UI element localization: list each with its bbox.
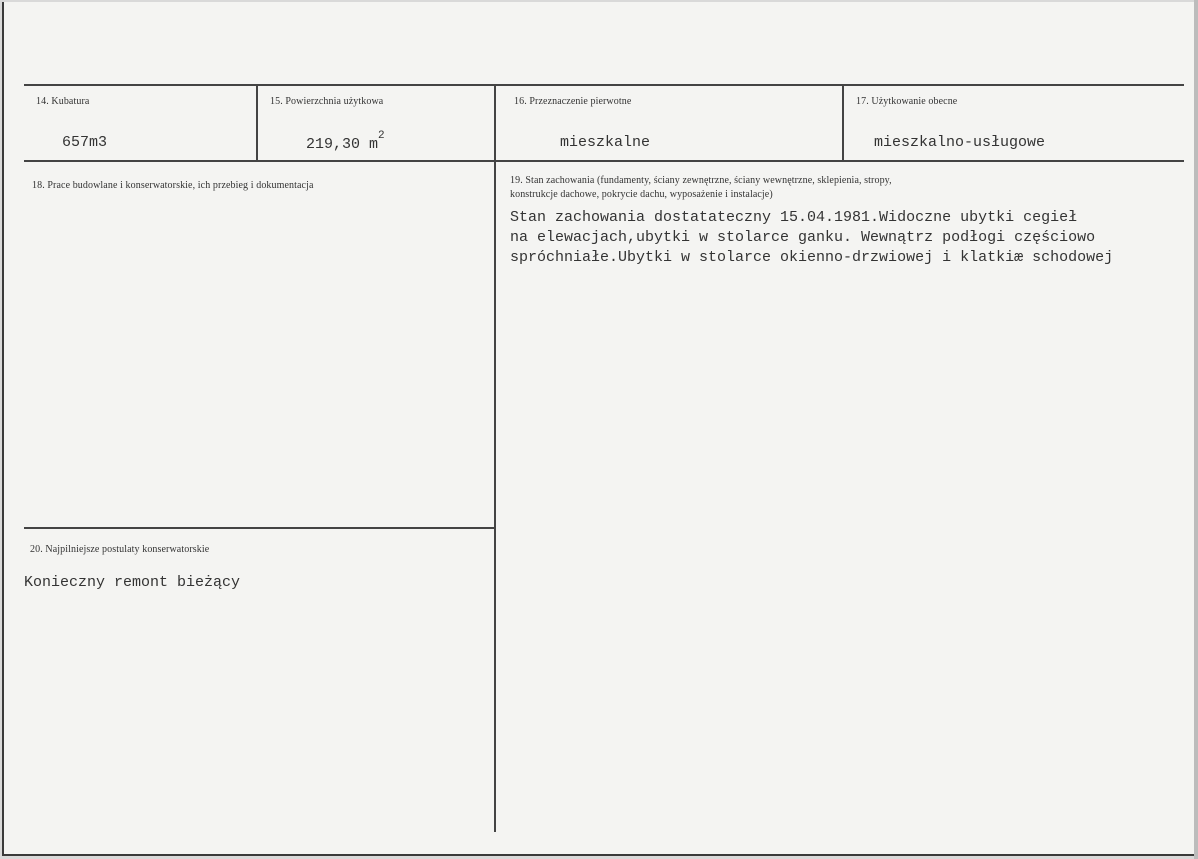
field-19-text xyxy=(510,208,1113,268)
col-divider-main xyxy=(494,86,496,832)
field-19-label-line1: 19. Stan zachowania (fundamenty, ściany zewnętrzne, ściany wewnętrzne, sklepienia, stropy, xyxy=(510,175,892,186)
field-20-value: Konieczny remont bieżący xyxy=(24,574,241,591)
scan-edge xyxy=(1194,0,1198,859)
field-15-label: 15. Powierzchnia użytkowa xyxy=(270,96,384,107)
field-14-value: 657m3 xyxy=(62,134,108,151)
col-divider-14-15 xyxy=(256,86,258,162)
section18-bottom-rule xyxy=(24,527,494,529)
record-card xyxy=(2,2,1194,856)
field-14-label: 14. Kubatura xyxy=(36,96,90,107)
field-19-label xyxy=(510,174,1190,202)
field-17-label: 17. Użytkowanie obecne xyxy=(856,96,958,107)
field-19-label-line2: konstrukcje dachowe, pokrycie dachu, wyposażenie i instalacje) xyxy=(510,189,773,200)
field-17-value: mieszkalno-usługowe xyxy=(874,134,1046,151)
field-15-value xyxy=(306,130,385,153)
field-15-value-main: 219,30 m xyxy=(306,136,379,153)
field-19-text-line-1: Stan zachowania dostatateczny 15.04.1981.Widoczne ubytki cegieł xyxy=(510,209,1078,226)
field-15-value-sup: 2 xyxy=(378,130,385,142)
field-18-label: 18. Prace budowlane i konserwatorskie, ich przebieg i dokumentacja xyxy=(32,180,314,191)
field-19-text-line-2: na elewacjach,ubytki w stolarce ganku. Wewnątrz podłogi częściowo xyxy=(510,229,1096,246)
row1-bottom-rule xyxy=(24,160,1184,162)
col-divider-16-17 xyxy=(842,86,844,162)
field-20-label: 20. Najpilniejsze postulaty konserwatorskie xyxy=(30,544,210,555)
top-rule xyxy=(24,84,1184,86)
field-19-text-line-3: spróchniałe.Ubytki w stolarce okienno-drzwiowej i klatkiæ schodowej xyxy=(510,249,1114,266)
field-16-label: 16. Przeznaczenie pierwotne xyxy=(514,96,632,107)
field-16-value: mieszkalne xyxy=(560,134,651,151)
